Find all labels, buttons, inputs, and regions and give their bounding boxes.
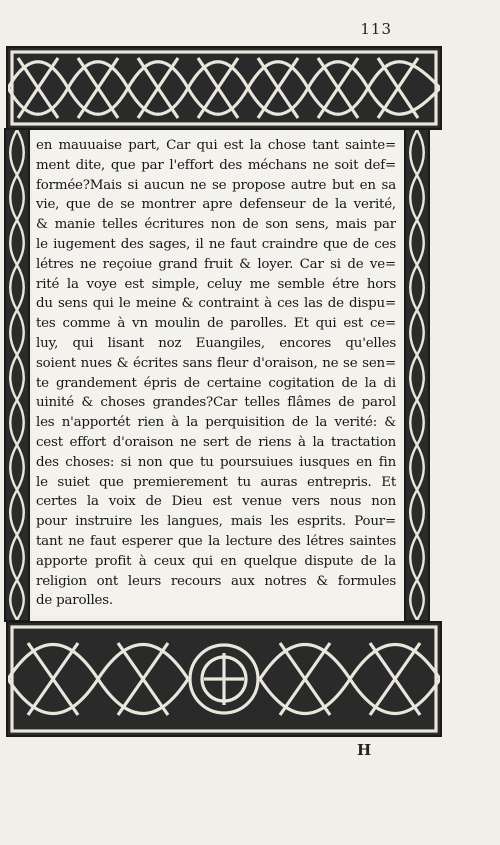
bottom-ornamental-border: [6, 621, 442, 737]
text-line: cest effort d'oraison ne sert de riens à la tractation: [36, 434, 396, 450]
text-line: ment dite, que par l'effort des méchans ne soit def=: [36, 157, 396, 173]
signature-mark: H: [357, 741, 372, 759]
top-ornamental-border: [6, 46, 442, 130]
text-line: le iugement des sages, il ne faut craindre que de ces: [36, 236, 396, 252]
text-line: & manie telles écritures non de son sens, mais par: [36, 217, 396, 233]
body-text-block: [32, 130, 400, 616]
text-line: de parolles.: [36, 593, 113, 609]
body-text: [32, 130, 400, 611]
left-ornamental-border: [4, 128, 30, 622]
text-line: uinité & choses grandes?Car telles flâmes de parol: [36, 395, 396, 411]
text-line: tant ne faut esperer que la lecture des létres saintes: [36, 533, 396, 549]
text-line: vie, que de se montrer apre defenseur de la verité,: [36, 197, 396, 213]
text-line: rité la voye est simple, celuy me semble étre hors: [36, 276, 396, 292]
text-line: pour instruire les langues, mais les esprits. Pour=: [36, 514, 396, 530]
text-line: luy, qui lisant noz Euangiles, encores qu'elles: [36, 335, 396, 351]
text-line: létres ne reçoiue grand fruit & loyer. Car si de ve=: [36, 256, 396, 272]
page-number: 113: [360, 20, 392, 38]
text-line: des choses: si non que tu poursuiues iusques en fin: [36, 454, 396, 470]
text-line: les n'apportét rien à la perquisition de la verité: &: [36, 415, 396, 431]
text-line: religion ont leurs recours aux notres & formules: [36, 573, 396, 589]
text-line: tes comme à vn moulin de parolles. Et qui est ce=: [36, 316, 396, 332]
text-line: certes la voix de Dieu est venue vers nous non: [36, 494, 396, 510]
text-line: en mauuaise part, Car qui est la chose tant sainte=: [36, 138, 396, 153]
text-line: du sens qui le meine & contraint à ces las de dispu=: [36, 296, 396, 312]
text-line: te grandement épris de certaine cogitation de la di: [36, 375, 396, 391]
right-ornamental-border: [404, 128, 430, 622]
text-line: formée?Mais si aucun ne se propose autre but en sa: [36, 177, 396, 193]
text-line: le suiet que premierement tu auras entrepris. Et: [36, 474, 396, 490]
text-line: apporte profit à ceux qui en quelque dispute de la: [36, 553, 396, 569]
text-line: soient nues & écrites sans fleur d'oraison, ne se sen=: [36, 355, 396, 371]
